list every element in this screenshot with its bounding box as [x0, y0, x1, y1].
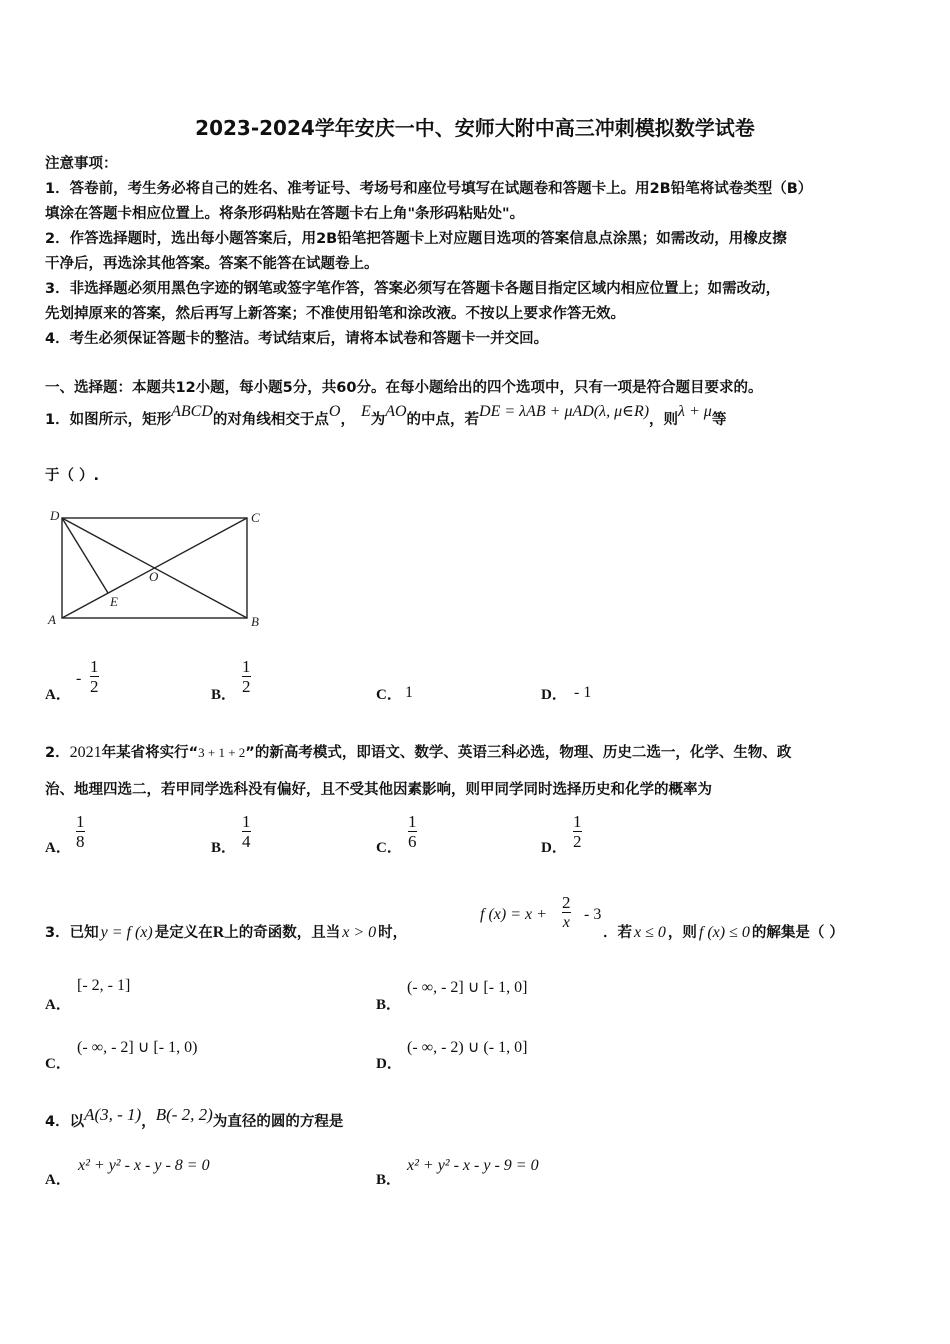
- section-heading: 一、选择题：本题共12小题，每小题5分，共60分。在每小题给出的四个选项中，只有一项是符合题目要求的。: [45, 380, 763, 396]
- numerator: 2: [562, 893, 571, 912]
- option-a-label[interactable]: A．: [45, 1172, 71, 1188]
- page-title: 2023-2024学年安庆一中、安师大附中高三冲刺模拟数学试卷: [195, 116, 755, 140]
- label-d: D: [50, 508, 60, 523]
- q4-text: 4．以: [45, 1114, 85, 1130]
- option-d-value: (- ∞, - 2) ∪ (- 1, 0]: [407, 1039, 528, 1056]
- option-b-fraction: [242, 812, 251, 851]
- numerator: 1: [76, 812, 85, 831]
- q3-math-r: R: [212, 924, 225, 941]
- option-c-value: (- ∞, - 2] ∪ [- 1, 0): [77, 1039, 198, 1056]
- segment-de: [62, 518, 108, 593]
- q3-text: 上的奇函数，且当: [224, 925, 341, 941]
- q1-text: 的中点，若: [406, 412, 480, 428]
- option-a-label[interactable]: A．: [45, 997, 71, 1013]
- q2-text: 2．: [45, 745, 70, 761]
- option-b-value: x² + y² - x - y - 9 = 0: [407, 1157, 539, 1174]
- q4-point-b: B(- 2, 2): [155, 1105, 213, 1124]
- option-b-label[interactable]: B．: [376, 997, 402, 1013]
- q3-math-y-eq: y = f (x): [100, 924, 153, 941]
- denominator: 2: [573, 832, 582, 851]
- notice-line: 先划掉原来的答案，然后再写上新答案；不准使用铅笔和涂改液。不按以上要求作答无效。: [45, 306, 625, 322]
- denominator: 6: [408, 832, 417, 851]
- numerator: 1: [242, 812, 251, 831]
- option-a-fraction: [90, 657, 99, 696]
- notice-line: 4．考生必须保证答题卡的整洁。考试结束后，请将本试卷和答题卡一并交回。: [45, 331, 549, 347]
- question-1-stem-cont: 于（ ）.: [45, 468, 100, 484]
- notice-line: 1．答卷前，考生务必将自己的姓名、准考证号、考场号和座位号填写在试题卷和答题卡上。用2B铅笔将试卷类型（B）: [45, 181, 813, 197]
- q3-text: 时，: [378, 925, 408, 941]
- q3-math-x-positive: x > 0: [342, 924, 377, 941]
- q3-text: 是定义在: [154, 925, 213, 941]
- q3-function-fraction: [562, 893, 571, 932]
- q1-text: 为: [370, 412, 386, 428]
- denominator: 2: [242, 677, 251, 696]
- option-d-fraction: [573, 812, 582, 851]
- q3-math-inequality: f (x) ≤ 0: [698, 924, 750, 941]
- rectangle-figure: [40, 500, 270, 635]
- option-d-label[interactable]: D．: [376, 1056, 402, 1072]
- option-a-label[interactable]: A．: [45, 840, 71, 856]
- notice-line: 3．非选择题必须用黑色字迹的钢笔或签字笔作答，答案必须写在答题卡各题目指定区域内相应位置上；如需改动，: [45, 281, 781, 297]
- q3-function-constant: - 3: [584, 906, 602, 923]
- denominator: x: [562, 914, 570, 931]
- question-4-stem: [45, 1105, 344, 1131]
- q4-text: 为直径的圆的方程是: [212, 1114, 344, 1130]
- q1-text: 的对角线相交于点: [212, 412, 329, 428]
- q4-point-a: A(3, - 1): [84, 1105, 142, 1124]
- q1-text: 1．如图所示，矩形: [45, 412, 172, 428]
- option-c-fraction: [408, 812, 417, 851]
- q3-text: 的解集是（ ）: [751, 925, 844, 941]
- q1-math-ao: AO: [385, 403, 407, 420]
- notice-line: 填涂在答题卡相应位置上。将条形码粘贴在答题卡右上角"条形码粘贴处"。: [45, 206, 525, 222]
- option-c-label[interactable]: C．: [45, 1056, 71, 1072]
- option-b-label[interactable]: B．: [211, 840, 237, 856]
- label-o: O: [149, 569, 159, 584]
- q3-text: 3．已知: [45, 925, 99, 941]
- notice-line: 2．作答选择题时，选出每小题答案后，用2B铅笔把答题卡上对应题目选项的答案信息点涂黑；如需改动，用橡皮擦: [45, 231, 787, 247]
- q1-math-o: O: [328, 403, 341, 420]
- option-b-label[interactable]: B．: [376, 1172, 402, 1188]
- q1-text: ，则: [649, 412, 679, 428]
- q3-function-lhs: f (x) = x +: [480, 906, 547, 923]
- label-e: E: [110, 594, 118, 609]
- option-d-value: - 1: [574, 684, 592, 701]
- option-c-label[interactable]: C．: [376, 840, 402, 856]
- q2-text: 年某省将实行“: [101, 745, 199, 761]
- option-a-fraction: [76, 812, 85, 851]
- q4-text: ，: [141, 1114, 156, 1130]
- q1-text: ，: [340, 412, 355, 428]
- option-c-label[interactable]: C．: [376, 687, 402, 703]
- label-a: A: [48, 612, 56, 627]
- q1-math-e: E: [360, 403, 371, 420]
- option-a-sign: -: [76, 670, 82, 687]
- option-d-label[interactable]: D．: [541, 840, 567, 856]
- q1-math-abcd: ABCD: [171, 403, 213, 420]
- option-b-fraction: [242, 657, 251, 696]
- question-3-stem-part2: [603, 921, 844, 942]
- label-b: B: [251, 614, 259, 629]
- denominator: 8: [76, 832, 85, 851]
- option-a-value: [- 2, - 1]: [77, 977, 131, 994]
- numerator: 1: [408, 812, 417, 831]
- notice-line: 干净后，再选涂其他答案。答案不能答在试题卷上。: [45, 256, 379, 272]
- option-b-value: (- ∞, - 2] ∪ [- 1, 0]: [407, 979, 528, 996]
- q2-text: ”的新高考模式，即语文、数学、英语三科必选，物理、历史二选一，化学、生物、政: [245, 745, 792, 761]
- q1-math-sum: λ + μ: [678, 403, 712, 420]
- numerator: 1: [242, 657, 251, 676]
- numerator: 1: [573, 812, 582, 831]
- q3-text: ，则: [667, 925, 697, 941]
- q1-math-vector-eq: DE = λAB + μAD(λ, μ∈R): [479, 403, 650, 420]
- option-b-label[interactable]: B．: [211, 687, 237, 703]
- option-d-label[interactable]: D．: [541, 687, 567, 703]
- q3-math-x-nonpositive: x ≤ 0: [634, 924, 666, 941]
- q2-year: 2021: [69, 744, 102, 761]
- denominator: 2: [90, 677, 99, 696]
- denominator: 4: [242, 832, 251, 851]
- option-a-value: x² + y² - x - y - 8 = 0: [78, 1157, 210, 1174]
- q3-text: ．若: [603, 925, 632, 941]
- q1-text: 等: [711, 412, 727, 428]
- question-1-stem: [45, 403, 727, 429]
- question-2-stem-cont: 治、地理四选二，若甲同学选科没有偏好，且不受其他因素影响，则甲同学同时选择历史和化学的概率为: [45, 782, 712, 798]
- notice-heading: 注意事项：: [45, 156, 118, 172]
- option-a-label[interactable]: A．: [45, 687, 71, 703]
- question-2-stem: [45, 741, 791, 762]
- numerator: 1: [90, 657, 99, 676]
- question-3-stem-part1: [45, 921, 407, 942]
- label-c: C: [251, 510, 260, 525]
- option-c-value: 1: [405, 684, 413, 701]
- q2-model: 3 + 1 + 2: [198, 745, 246, 760]
